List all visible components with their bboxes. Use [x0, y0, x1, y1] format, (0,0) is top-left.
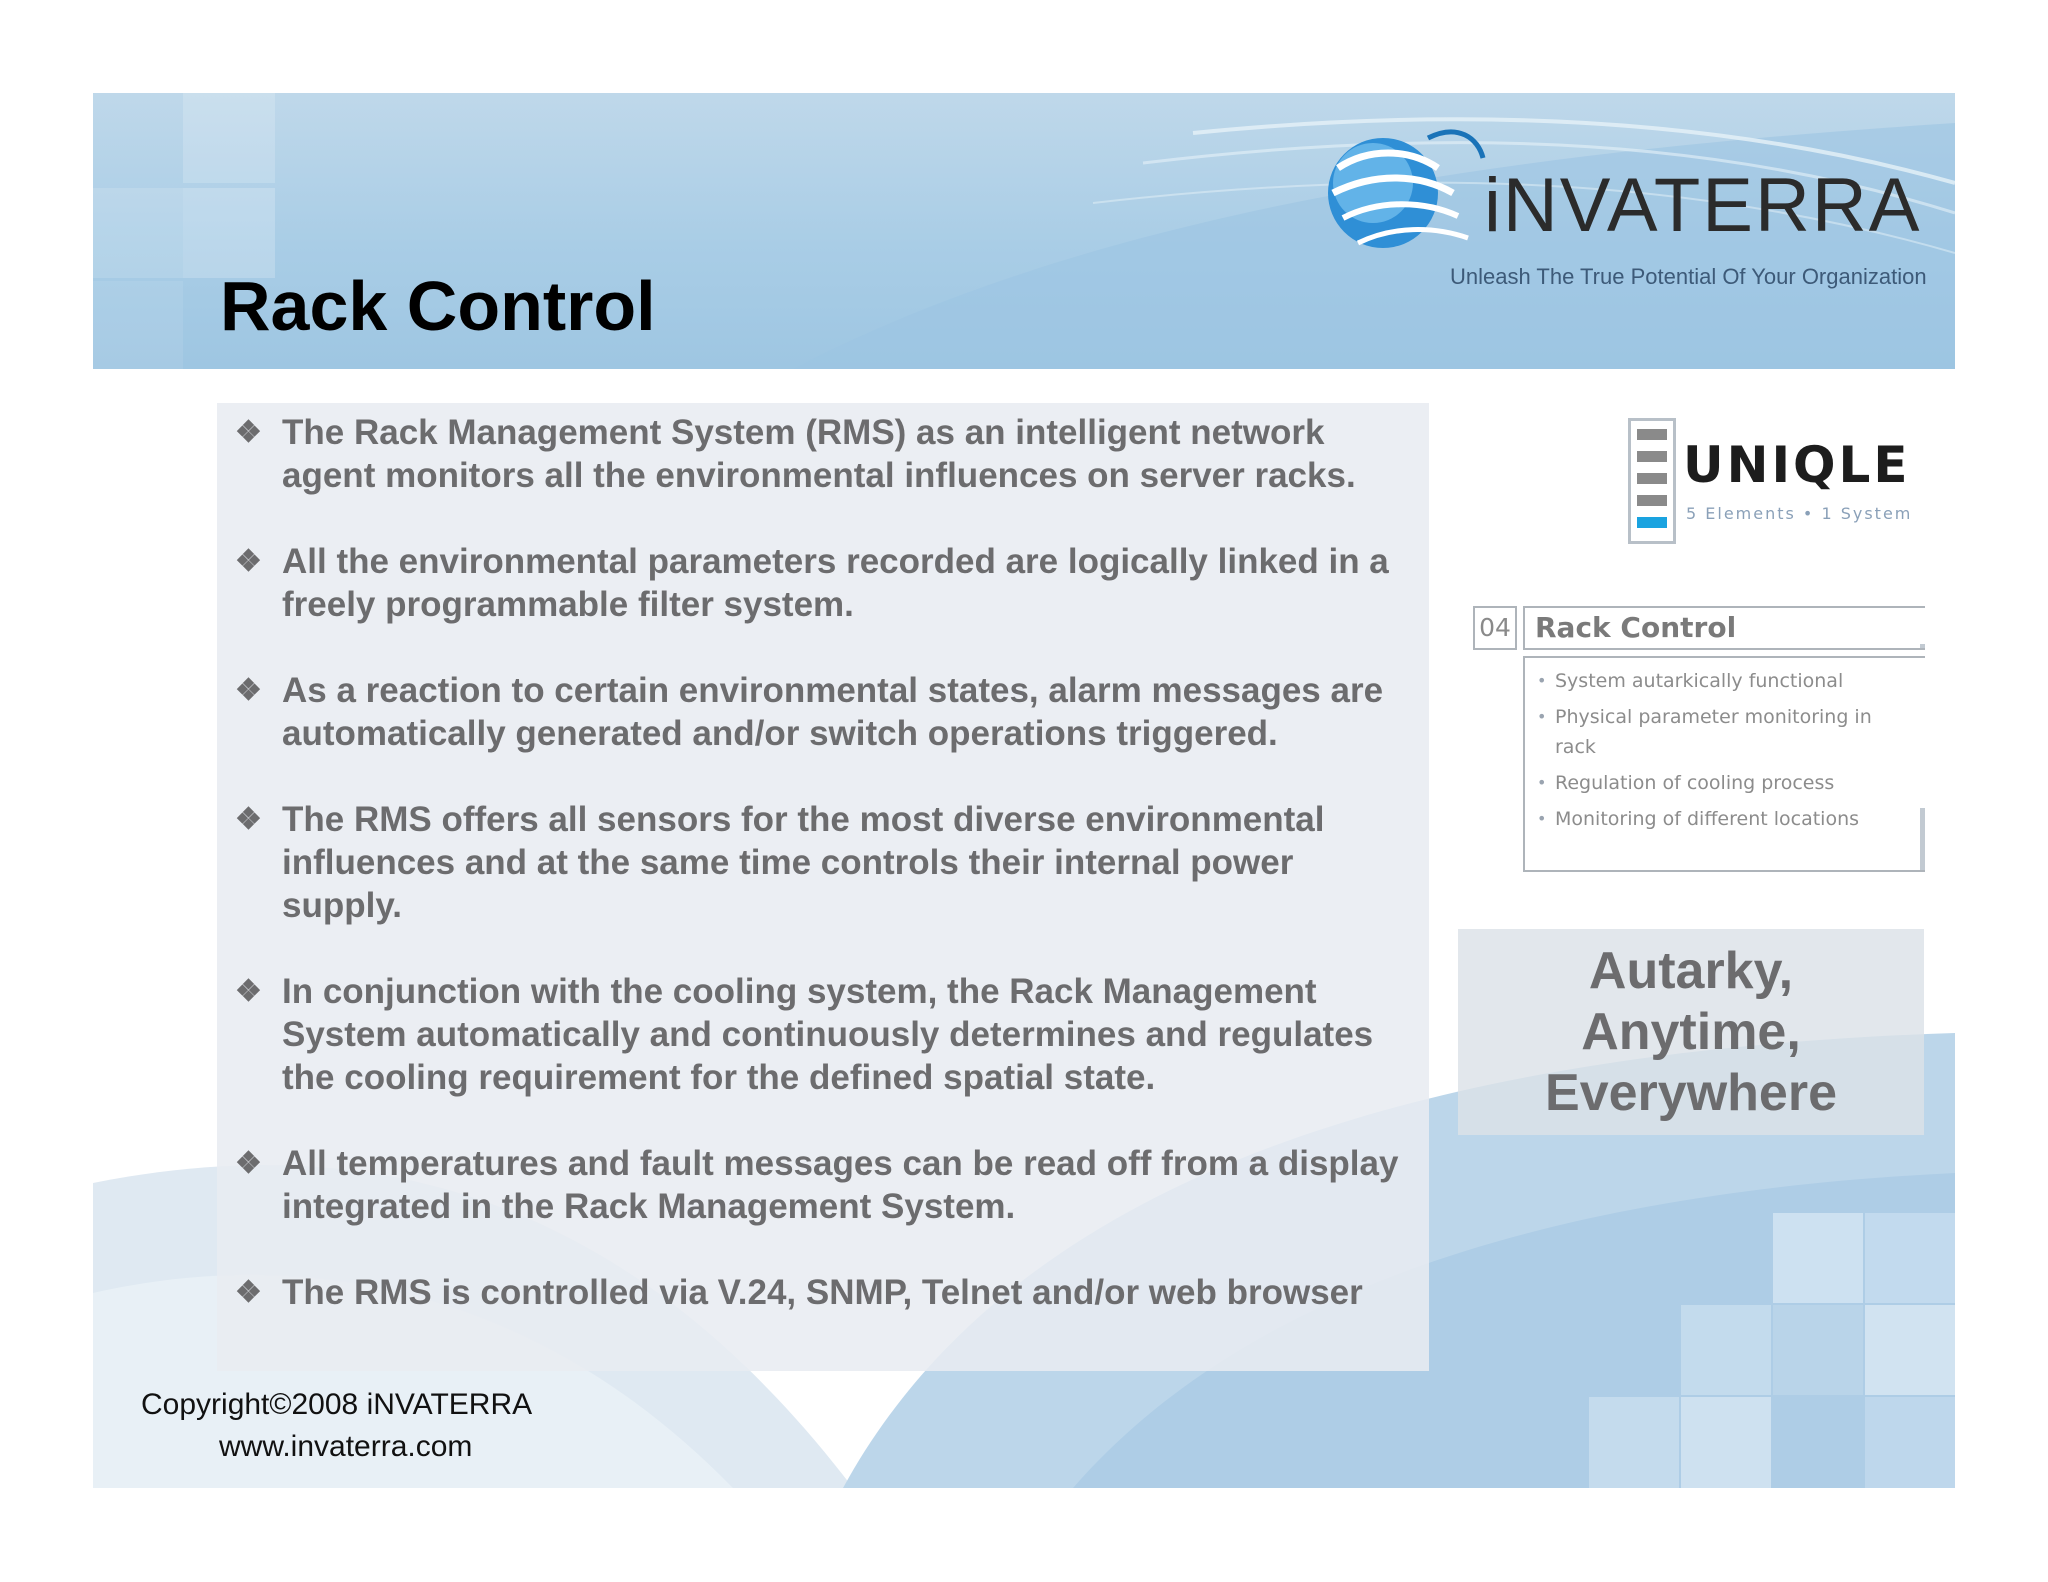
logo-name: iNVATERRA: [1484, 163, 1922, 248]
list-item: [1533, 702, 1913, 762]
list-item: [217, 970, 1429, 1099]
feature-title: Rack Control: [1535, 611, 1737, 644]
uniqle-logo: [1628, 418, 1918, 548]
diamond-bullet-icon: ❖: [235, 674, 262, 707]
bullet-text: The Rack Management System (RMS) as an intelligent network agent monitors all the environmental influences on server racks.: [282, 413, 1356, 495]
list-item: [1533, 804, 1913, 834]
uniqle-subtitle: 5 Elements • 1 System: [1686, 504, 1913, 523]
list-item: [217, 411, 1429, 497]
diamond-bullet-icon: ❖: [235, 1276, 262, 1309]
logo-tagline: Unleash The True Potential Of Your Organization: [1450, 264, 1927, 289]
slogan-text: [1545, 941, 1837, 1124]
main-content-panel: [217, 403, 1429, 1371]
feature-box: [1473, 606, 1925, 876]
slogan-line-1: Autarky,: [1588, 941, 1794, 1000]
invaterra-logo: [1308, 108, 1938, 368]
bullet-text: All the environmental parameters recorded are logically linked in a freely programmable filter system.: [282, 542, 1389, 624]
bullet-list: [217, 411, 1429, 1314]
feature-title-box: [1523, 606, 1925, 650]
bullet-dot-icon: •: [1537, 809, 1547, 828]
bullet-text: The RMS offers all sensors for the most diverse environmental influences and at the same time controls their internal power supply.: [282, 800, 1325, 925]
header-band: [93, 93, 1955, 369]
list-item: [217, 798, 1429, 927]
website-link[interactable]: www.invaterra.com: [219, 1430, 473, 1463]
diamond-bullet-icon: ❖: [235, 416, 262, 449]
list-item: [217, 669, 1429, 755]
diamond-bullet-icon: ❖: [235, 975, 262, 1008]
bullet-dot-icon: •: [1537, 671, 1547, 690]
diamond-bullet-icon: ❖: [235, 803, 262, 836]
feature-item-text: Regulation of cooling process: [1555, 772, 1835, 794]
slogan-panel: [1458, 929, 1924, 1135]
list-item: [217, 1271, 1429, 1314]
bullet-dot-icon: •: [1537, 773, 1547, 792]
server-rack-icon: [1628, 418, 1676, 544]
bullet-text: In conjunction with the cooling system, the Rack Management System automatically and continuously determines and regulates the cooling requirement for the defined spatial state.: [282, 972, 1374, 1097]
uniqle-name: UNIQLE: [1683, 436, 1911, 494]
slogan-line-3: Everywhere: [1545, 1063, 1837, 1122]
feature-list: [1533, 666, 1913, 834]
list-item: [217, 1142, 1429, 1228]
diamond-bullet-icon: ❖: [235, 545, 262, 578]
bullet-dot-icon: •: [1537, 707, 1547, 726]
bullet-text: All temperatures and fault messages can be read off from a display integrated in the Rack Management System.: [282, 1144, 1399, 1226]
feature-item-text: Physical parameter monitoring in rack: [1555, 706, 1872, 758]
feature-list-box: [1523, 656, 1925, 872]
bullet-text: The RMS is controlled via V.24, SNMP, Telnet and/or web browser: [282, 1273, 1363, 1312]
slogan-line-2: Anytime,: [1581, 1002, 1801, 1061]
slide: [93, 93, 1955, 1488]
feature-item-text: Monitoring of different locations: [1555, 808, 1860, 830]
feature-item-text: System autarkically functional: [1555, 670, 1844, 692]
globe-icon: [1318, 108, 1488, 268]
diamond-bullet-icon: ❖: [235, 1147, 262, 1180]
copyright-text: Copyright©2008 iNVATERRA: [141, 1388, 533, 1421]
list-item: [1533, 666, 1913, 696]
list-item: [1533, 768, 1913, 798]
list-item: [217, 540, 1429, 626]
bullet-text: As a reaction to certain environmental states, alarm messages are automatically generated and/or switch operations triggered.: [282, 671, 1384, 753]
feature-number: 04: [1473, 606, 1517, 650]
page-title: Rack Control: [220, 267, 656, 345]
